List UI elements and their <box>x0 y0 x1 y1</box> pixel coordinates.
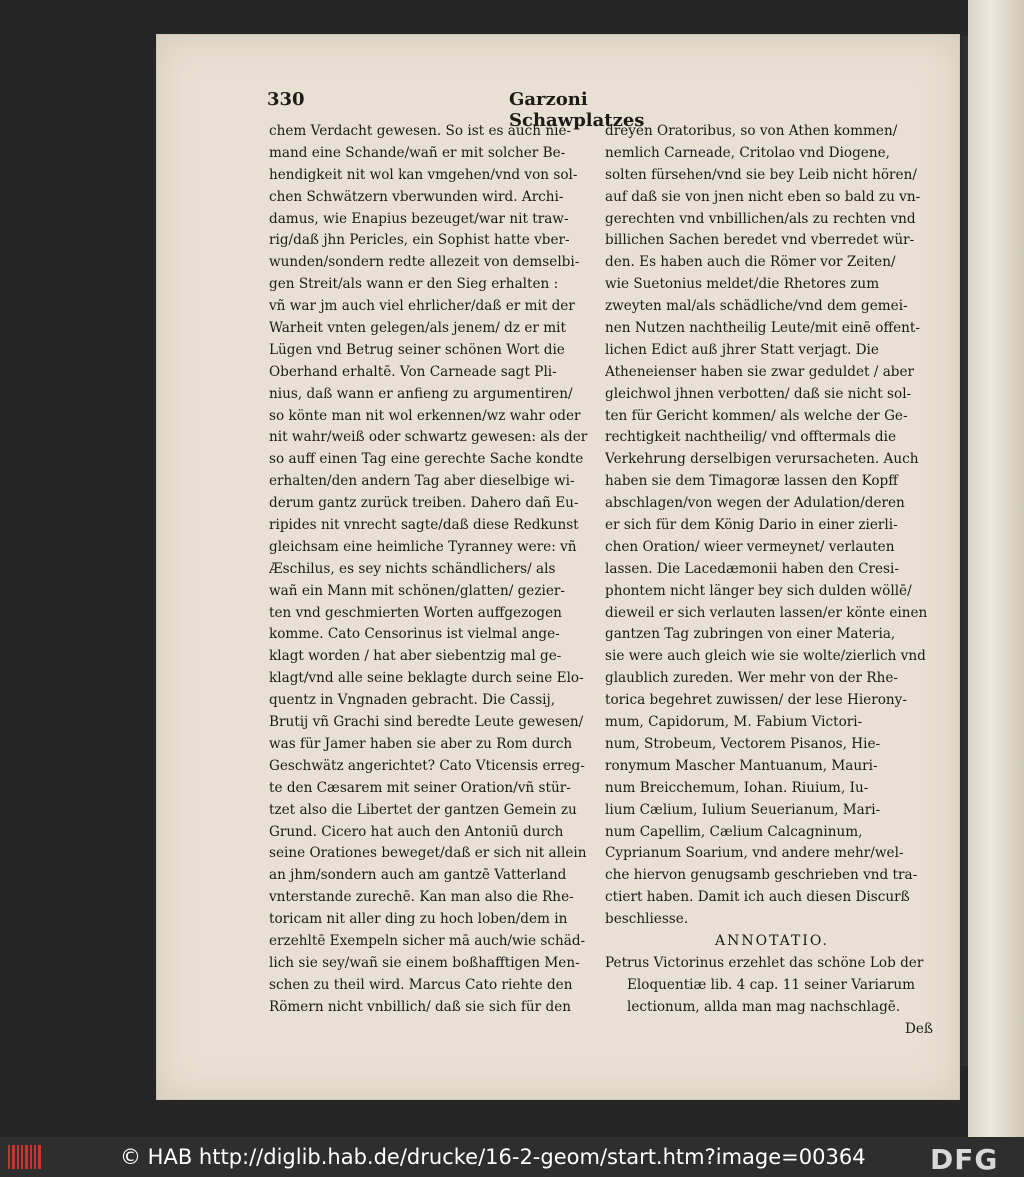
text-line: klagt/vnd alle seine beklagte durch seine Elo- <box>269 670 584 687</box>
running-title: Garzoni Schawplatzes <box>509 89 645 131</box>
text-line: dieweil er sich verlauten lassen/er könte einen <box>605 604 928 621</box>
text-line: so auff einen Tag eine gerechte Sache kondte <box>269 451 584 468</box>
text-line: wañ ein Mann mit schönen/glatten/ gezier- <box>269 582 565 599</box>
text-line: glaublich zureden. Wer mehr von der Rhe- <box>605 670 898 687</box>
text-column-right <box>605 121 939 1040</box>
text-line: rig/daß jhn Pericles, ein Sophist hatte vber- <box>269 232 570 249</box>
book-edge <box>968 0 1024 1137</box>
text-line: solten fürsehen/vnd sie bey Leib nicht hören/ <box>605 166 917 183</box>
text-line: dreyen Oratoribus, so von Athen kommen/ <box>605 123 898 139</box>
text-line: Grund. Cicero hat auch den Antoniū durch <box>269 823 564 840</box>
text-line: nemlich Carneade, Critolao vnd Diogene, <box>605 144 890 161</box>
text-line: Æschilus, es sey nichts schändlichers/ als <box>269 560 556 577</box>
annotatio-line: Eloquentiæ lib. 4 cap. 11 seiner Variarum <box>627 976 916 993</box>
text-line: wie Suetonius meldet/die Rhetores zum <box>605 276 880 293</box>
text-line: damus, wie Enapius bezeuget/war nit traw- <box>269 210 569 227</box>
text-line: Geschwätz angerichtet? Cato Vticensis erreg- <box>269 757 585 774</box>
text-line: gerechten vnd vnbillichen/als zu rechten vnd <box>605 210 916 227</box>
text-line: lassen. Die Lacedæmonii haben den Cresi- <box>605 560 899 577</box>
text-line: chen Schwätzern vberwunden wird. Archi- <box>269 188 564 205</box>
catchword: Deß <box>904 1020 933 1037</box>
text-line: beschliesse. <box>605 911 689 928</box>
text-line: vnterstande zurechē. Kan man also die Rhe- <box>269 889 574 906</box>
text-line: billichen Sachen beredet vnd vberredet wür- <box>605 232 915 249</box>
text-line: num, Strobeum, Vectorem Pisanos, Hie- <box>605 735 881 752</box>
text-line: Cyprianum Soarium, vnd andere mehr/wel- <box>605 845 904 862</box>
text-line: chem Verdacht gewesen. So ist es auch nie- <box>269 123 572 139</box>
text-line: nen Nutzen nachtheilig Leute/mit einē offent- <box>605 320 920 337</box>
text-line: vñ war jm auch viel ehrlicher/daß er mit der <box>269 298 575 315</box>
book-page <box>156 34 960 1100</box>
text-line: auf daß sie von jnen nicht eben so bald zu vn- <box>605 188 921 205</box>
text-line: nit wahr/weiß oder schwartz gewesen: als der <box>269 429 588 446</box>
dfg-logo: DFG <box>930 1143 999 1176</box>
page-number: 330 <box>267 89 305 110</box>
text-line: ten für Gericht kommen/ als welche der Ge- <box>605 407 908 424</box>
text-line: mum, Capidorum, M. Fabium Victori- <box>605 714 863 731</box>
text-line: abschlagen/von wegen der Adulation/deren <box>605 495 905 512</box>
text-line: ctiert haben. Damit ich auch diesen Discurß <box>605 889 910 906</box>
text-line: num Capellim, Cælium Calcagninum, <box>605 823 863 840</box>
text-line: so könte man nit wol erkennen/wz wahr oder <box>269 407 581 424</box>
text-line: nius, daß wann er anfieng zu argumentiren/ <box>269 385 573 402</box>
text-line: te den Cæsarem mit seiner Oration/vñ stür- <box>269 779 571 796</box>
text-line: Oberhand erhaltē. Von Carneade sagt Pli- <box>269 363 557 380</box>
text-line: was für Jamer haben sie aber zu Rom durch <box>269 735 573 752</box>
text-line: Brutij vñ Grachi sind beredte Leute gewesen/ <box>269 714 584 731</box>
text-line: che hiervon genugsamb geschrieben vnd tra- <box>605 867 918 884</box>
barcode-icon <box>8 1145 42 1169</box>
text-line: zweyten mal/als schädliche/vnd dem gemei- <box>605 298 908 315</box>
text-line: komme. Cato Censorinus ist vielmal ange- <box>269 626 560 643</box>
text-line: phontem nicht länger bey sich dulden wöllē/ <box>605 582 912 599</box>
text-line: num Breicchemum, Iohan. Riuium, Iu- <box>605 779 869 796</box>
text-line: ronymum Mascher Mantuanum, Mauri- <box>605 757 878 774</box>
text-line: gleichwol jhnen verbotten/ daß sie nicht sol- <box>605 385 912 402</box>
text-line: schen zu theil wird. Marcus Cato riehte den <box>269 976 573 993</box>
text-line: Römern nicht vnbillich/ daß sie sich für den <box>269 998 571 1015</box>
text-line: erzehltē Exempeln sicher mā auch/wie schäd- <box>269 932 586 949</box>
text-line: lich sie sey/wañ sie einem boßhafftigen Men- <box>269 954 580 971</box>
text-line: gleichsam eine heimliche Tyranney were: vñ <box>269 538 577 555</box>
text-line: gen Streit/als wann er den Sieg erhalten : <box>269 276 559 293</box>
text-line: Atheneienser haben sie zwar geduldet / aber <box>605 363 915 380</box>
text-line: ripides nit vnrecht sagte/daß diese Redkunst <box>269 517 579 534</box>
text-line: sie were auch gleich wie sie wolte/zierlich vnd <box>605 648 926 665</box>
text-line: rechtigkeit nachtheilig/ vnd offtermals die <box>605 429 897 446</box>
text-line: torica begehret zuwissen/ der lese Hierony- <box>605 692 907 709</box>
text-line: Warheit vnten gelegen/als jenem/ dz er mit <box>269 320 566 337</box>
text-line: den. Es haben auch die Römer vor Zeiten/ <box>605 254 896 271</box>
text-line: lichen Edict auß jhrer Statt verjagt. Die <box>605 341 879 358</box>
text-line: toricam nit aller ding zu hoch loben/dem in <box>269 911 568 928</box>
text-line: mand eine Schande/wañ er mit solcher Be- <box>269 144 566 161</box>
text-line: ten vnd geschmierten Worten auffgezogen <box>269 604 562 621</box>
text-line: wunden/sondern redte allezeit von demselbi- <box>269 254 580 271</box>
text-column-left <box>269 121 601 1019</box>
text-line: klagt worden / hat aber siebentzig mal ge- <box>269 648 562 665</box>
text-line: chen Oration/ wieer vermeynet/ verlauten <box>605 538 895 555</box>
footer-bar <box>0 1137 1024 1177</box>
text-line: Lügen vnd Betrug seiner schönen Wort die <box>269 341 565 358</box>
text-line: gantzen Tag zubringen von einer Materia, <box>605 626 896 643</box>
text-line: seine Orationes beweget/daß er sich nit allein <box>269 845 587 862</box>
text-line: an jhm/sondern auch am gantzē Vatterland <box>269 867 567 884</box>
copyright-link[interactable]: © HAB http://diglib.hab.de/drucke/16-2-geom/start.htm?image=00364 <box>120 1145 866 1169</box>
text-line: er sich für dem König Dario in einer zierli- <box>605 517 898 534</box>
text-line: lium Cælium, Iulium Seuerianum, Mari- <box>605 801 881 818</box>
text-line: erhalten/den andern Tag aber dieselbige wi- <box>269 473 575 490</box>
annotatio-line: Petrus Victorinus erzehlet das schöne Lob der <box>605 954 924 971</box>
annotatio-line: lectionum, allda man mag nachschlagē. <box>627 998 901 1015</box>
text-line: haben sie dem Timagoræ lassen den Kopff <box>605 473 898 490</box>
text-line: quentz in Vngnaden gebracht. Die Cassij, <box>269 692 556 709</box>
text-line: derum gantz zurück treiben. Dahero dañ Eu- <box>269 495 579 512</box>
text-line: tzet also die Libertet der gantzen Gemein zu <box>269 801 577 818</box>
text-line: Verkehrung derselbigen verursacheten. Auch <box>605 451 919 468</box>
annotatio-heading: ANNOTATIO. <box>715 932 829 949</box>
text-line: hendigkeit nit wol kan vmgehen/vnd von sol- <box>269 166 578 183</box>
